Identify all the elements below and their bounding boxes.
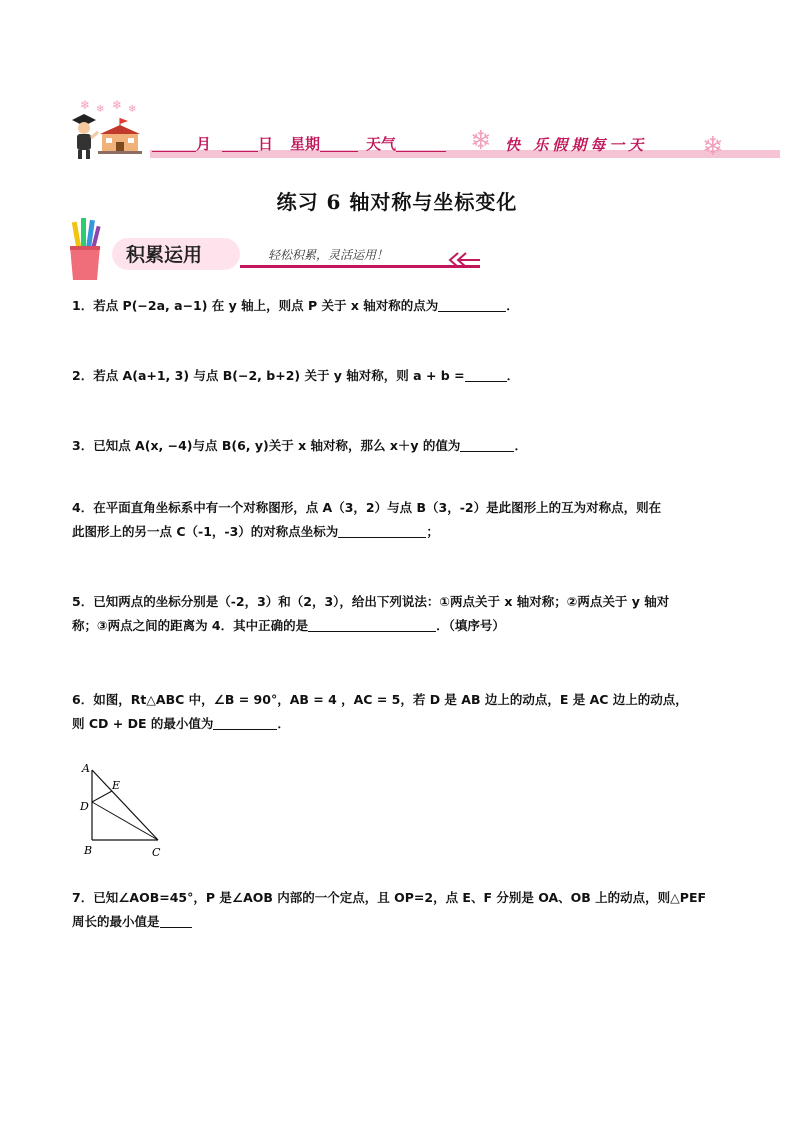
date-day-field: 日 <box>222 133 273 154</box>
question-text-line2: 此图形上的另一点 C（-1，-3）的对称点坐标为 <box>72 524 339 539</box>
question-3: 3．已知点 A(x, −4)与点 B(6, y)关于 x 轴对称，那么 x＋y 的值为 ． <box>72 438 527 453</box>
weather-field: 天气 <box>366 133 446 154</box>
question-text-line1: 如图，Rt△ABC 中，∠B = 90°，AB = 4 ，AC = 5，若 D 是 AB 边上的动点，E 是 AC 边上的动点， <box>93 692 688 707</box>
answer-blank[interactable] <box>308 617 436 632</box>
double-arrow-left-icon <box>446 251 482 269</box>
question-number: 3． <box>72 438 94 453</box>
question-text-line2: 称；③两点之间的距离为 4．其中正确的是 <box>72 618 309 633</box>
vertex-label-b: B <box>84 844 93 857</box>
question-text-line1: 已知两点的坐标分别是（-2，3）和（2，3），给出下列说法：①两点关于 x 轴对称；②两点关于 y 轴对 <box>93 594 670 609</box>
question-text: 若点 P(−2a, a−1) 在 y 轴上，则点 P 关于 x 轴对称的点为 <box>93 298 439 313</box>
question-text-line1: 在平面直角坐标系中有一个对称图形，点 A（3，2）与点 B（3，-2）是此图形上的互为对称点，则在 <box>93 500 662 515</box>
snowflake-icon: ❄ <box>96 104 105 115</box>
question-6: 6．如图，Rt△ABC 中，∠B = 90°，AB = 4 ，AC = 5，若 D 是 AB 边上的动点，E 是 AC 边上的动点， 则 CD + DE 的最小值为 ． <box>72 692 688 731</box>
snowflake-icon: ❄ <box>80 98 91 112</box>
answer-blank[interactable] <box>338 523 426 538</box>
triangle-figure <box>78 760 168 860</box>
question-number: 5． <box>72 594 94 609</box>
question-number: 2． <box>72 368 94 383</box>
question-text-line1: 已知∠AOB=45°，P 是∠AOB 内部的一个定点，且 OP=2，点 E、F 分别是 OA、OB 上的动点，则△PEF <box>93 890 707 905</box>
question-1: 1．若点 P(−2a, a−1) 在 y 轴上，则点 P 关于 x 轴对称的点为 ． <box>72 298 519 313</box>
header-banner <box>0 0 794 170</box>
answer-blank[interactable] <box>465 367 507 382</box>
weekday-field: 星期 <box>290 133 358 154</box>
page-title: 练习 6 轴对称与坐标变化 <box>276 190 518 214</box>
question-2: 2．若点 A(a+1, 3) 与点 B(−2, b+2) 关于 y 轴对称，则 a + b = ． <box>72 368 520 383</box>
graduate-student-icon <box>68 112 100 160</box>
vertex-label-d: D <box>80 800 89 813</box>
snowflake-icon: ❄ <box>128 104 137 115</box>
question-text-line2: 周长的最小值是 <box>72 914 160 929</box>
school-building-icon <box>98 118 142 154</box>
answer-blank[interactable] <box>160 913 192 928</box>
section-slogan: 轻松积累，灵活运用！ <box>268 248 389 262</box>
answer-blank[interactable] <box>460 437 514 452</box>
question-text-line2: 则 CD + DE 的最小值为 <box>72 716 214 731</box>
question-number: 7． <box>72 890 94 905</box>
question-number: 1． <box>72 298 94 313</box>
vertex-label-c: C <box>152 846 161 859</box>
question-5: 5．已知两点的坐标分别是（-2，3）和（2，3），给出下列说法：①两点关于 x 轴对称；②两点关于 y 轴对 称；③两点之间的距离为 4．其中正确的是 ．（填序号） <box>72 594 670 633</box>
question-text: 若点 A(a+1, 3) 与点 B(−2, b+2) 关于 y 轴对称，则 a + b = <box>93 368 465 383</box>
section-underline <box>240 265 480 268</box>
question-4: 4．在平面直角坐标系中有一个对称图形，点 A（3，2）与点 B（3，-2）是此图形上的互为对称点，则在 此图形上的另一点 C（-1，-3）的对称点坐标为 ； <box>72 500 662 539</box>
question-number: 4． <box>72 500 94 515</box>
question-number: 6． <box>72 692 94 707</box>
section-title: 积累运用 <box>126 244 203 266</box>
pencil-cup-icon <box>66 218 104 282</box>
question-text: 已知点 A(x, −4)与点 B(6, y)关于 x 轴对称，那么 x＋y 的值为 <box>93 438 461 453</box>
snowflake-icon: ❄ <box>702 132 724 162</box>
answer-blank[interactable] <box>213 715 277 730</box>
vertex-label-a: A <box>82 762 90 775</box>
snowflake-icon: ❄ <box>112 98 123 112</box>
snowflake-icon: ❄ <box>470 126 492 156</box>
holiday-motto: 快 乐假期每一天 <box>505 136 648 154</box>
question-7 <box>72 886 732 934</box>
date-month-field: 月 <box>152 133 211 154</box>
vertex-label-e: E <box>112 779 121 792</box>
answer-blank[interactable] <box>438 297 506 312</box>
